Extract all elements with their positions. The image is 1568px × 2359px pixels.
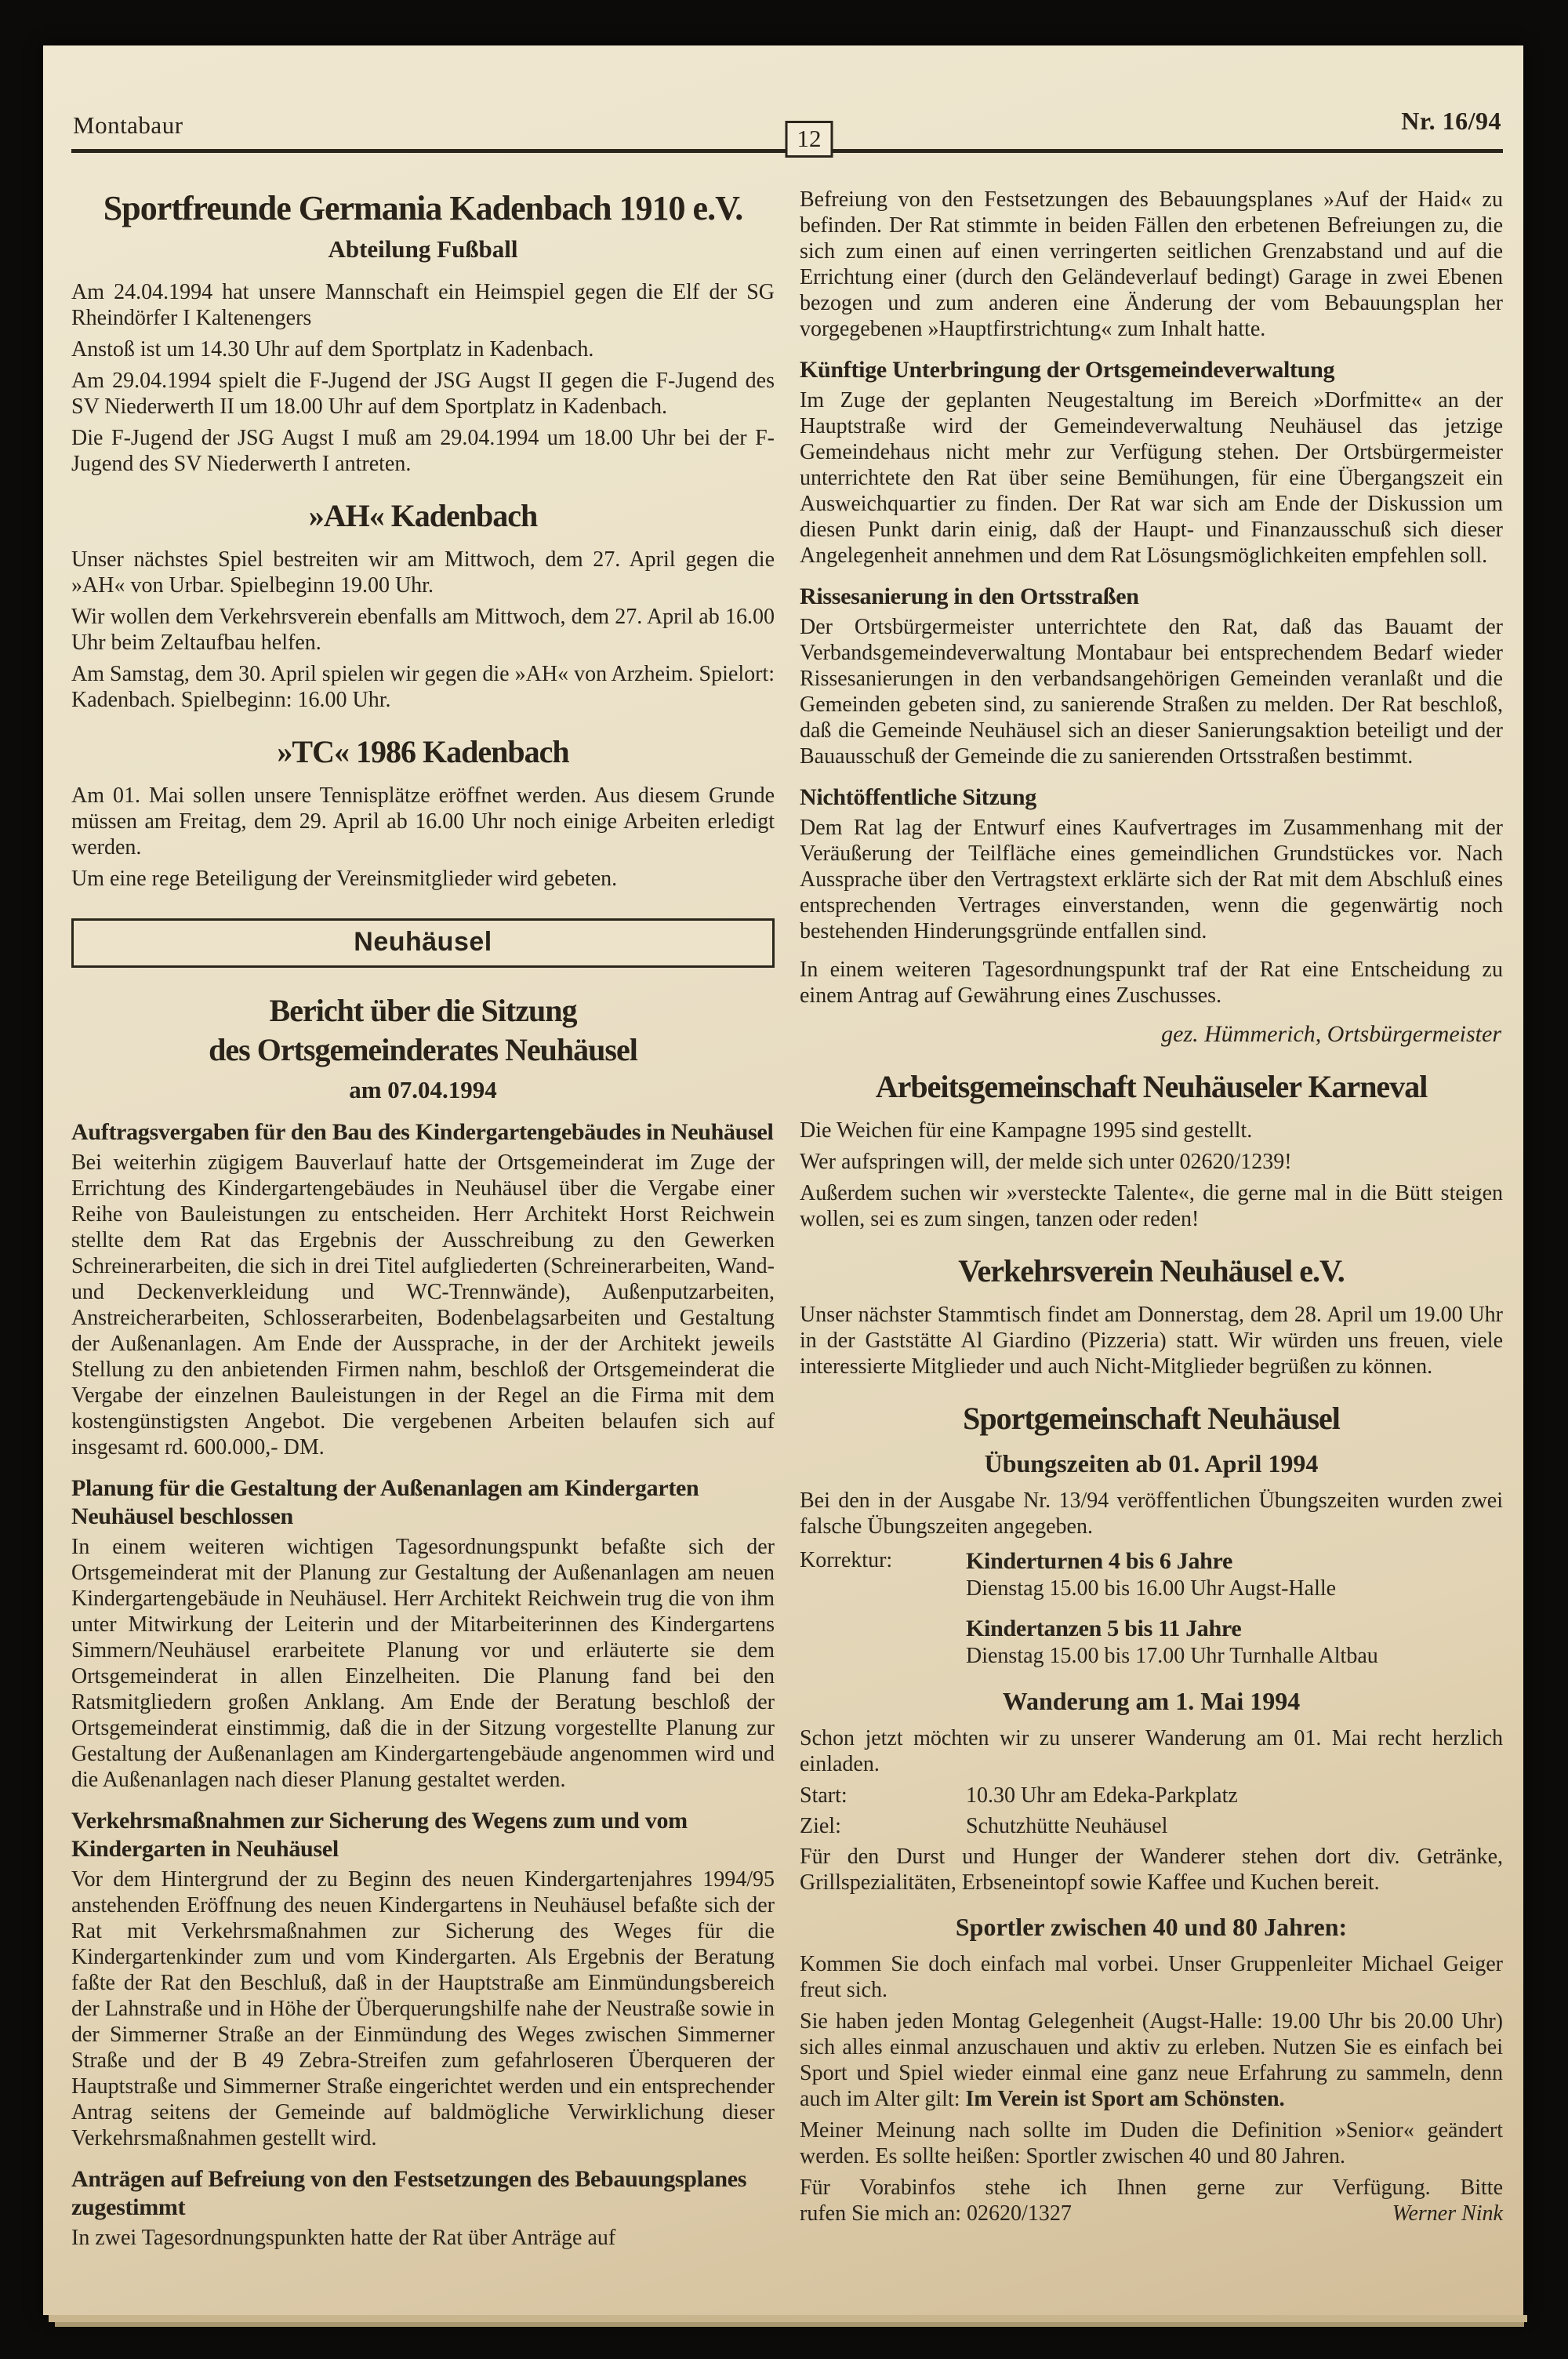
- paragraph: Am 24.04.1994 hat unsere Mannschaft ein Heimspiel gegen die Elf der SG Rheindörfer I Kaltenengers: [71, 280, 775, 331]
- masthead-place: Montabaur: [73, 111, 183, 139]
- paragraph: Meiner Meinung nach sollte im Duden die Definition »Senior« geändert werden. Es sollte heißen: Sportler zwischen 40 und 80 Jahren.: [800, 2118, 1503, 2168]
- ziel-value: Schutzhütte Neuhäusel: [966, 1814, 1168, 1838]
- signature-werner-nink: Werner Nink: [1392, 2201, 1503, 2226]
- heading-uebungszeiten: Übungszeiten ab 01. April 1994: [984, 1449, 1319, 1478]
- article-subtitle-fussball: Abteilung Fußball: [328, 235, 518, 264]
- report-subheading: Planung für die Gestaltung der Außenanlagen am Kindergarten Neuhäusel beschlossen: [71, 1475, 699, 1530]
- korrektur-entry-title: Kinderturnen 4 bis 6 Jahre: [966, 1548, 1233, 1574]
- korrektur-entry-time: Dienstag 15.00 bis 17.00 Uhr Turnhalle Altbau: [966, 1644, 1378, 1668]
- report-subheading: Nichtöffentliche Sitzung: [800, 784, 1036, 810]
- paragraph: In einem weiteren wichtigen Tagesordnungspunkt befaßte sich der Ortsgemeinderat mit der Planung zur Gestaltung der Außenanlagen am neuen Kindergartengebäude in Neuhäusel. Herr Architekt Reichwein trug die von ihm unter Mitwirkung der Leiterin und der Mitarbeiterinnen des Kindergartens Simmern/Neuhäusel erarbeitete Planung vor und erläuterte sie dem Ortsgemeinderat in allen Einzelheiten. Die Planung fand bei den Ratsmitgliedern großen Anklang. Am Ende der Beratung beschloß der Ortsgemeinderat einstimmig, daß die in der Sitzung vorgestellte Planung zur Gestaltung der Außenanlagen am Kindergartengebäude angenommen wird und die Außenanlagen nach dieser Planung gestaltet werden.: [71, 1535, 775, 1793]
- korrektur-entry-time: Dienstag 15.00 bis 16.00 Uhr Augst-Halle: [966, 1576, 1337, 1601]
- paragraph: Wir wollen dem Verkehrsverein ebenfalls am Mittwoch, dem 27. April ab 16.00 Uhr beim Zeltaufbau helfen.: [71, 605, 775, 656]
- wanderung-start-row: [800, 1783, 1503, 1808]
- page-stack-edge: [49, 2315, 1527, 2322]
- paragraph: Bei weiterhin zügigem Bauverlauf hatte der Ortsgemeinderat im Zuge der Errichtung des Kindergartengebäudes in Neuhäusel über die Vergabe einer Reihe von Bauleistungen zu entscheiden. Herr Architekt Horst Reichwein stellte dem Rat das Ergebnis der Ausschreibung zu den Gewerken Schreinerarbeiten, die sich in drei Titel aufgliederten (Schreinerarbeiten, Wand- und Deckenverkleidung und WC-Trennwände), Außenputzarbeiten, Anstreicherarbeiten, Schlosserarbeiten, Bodenbelagsarbeiten und Gestaltung der Außenanlagen. Am Ende der Aussprache, in der der Architekt jeweils Stellung zu den anbietenden Firmen nahm, beschloß der Ortsgemeinderat die Vergabe der einzelnen Bauleistungen in der Regel an die Firma mit dem kostengünstigsten Angebot. Die vergebenen Arbeiten belaufen sich auf insgesamt rd. 600.000,- DM.: [71, 1150, 775, 1460]
- wanderung-ziel-row: [800, 1813, 1503, 1839]
- phone-line: rufen Sie mich an: 02620/1327: [800, 2201, 1072, 2226]
- start-value: 10.30 Uhr am Edeka-Parkplatz: [966, 1783, 1238, 1808]
- korrektur-block: [800, 1547, 1503, 1670]
- heading-sportler: Sportler zwischen 40 und 80 Jahren:: [955, 1913, 1348, 1941]
- paragraph: Kommen Sie doch einfach mal vorbei. Unser Gruppenleiter Michael Geiger freut sich.: [800, 1952, 1503, 2002]
- article-title-karneval: Arbeitsgemeinschaft Neuhäuseler Karneval: [875, 1069, 1428, 1104]
- paragraph: Außerdem suchen wir »versteckte Talente«, die gerne mal in die Bütt steigen wollen, sei es zum singen, tanzen oder reden!: [800, 1181, 1503, 1231]
- sportler-motto: Im Verein ist Sport am Schönsten.: [965, 2087, 1285, 2111]
- paragraph: Am 29.04.1994 spielt die F-Jugend der JSG Augst II gegen die F-Jugend des SV Niederwerth II um 18.00 Uhr auf dem Sportplatz in Kadenbach.: [71, 369, 775, 420]
- report-subheading: Verkehrsmaßnahmen zur Sicherung des Wegens zum und vom Kindergarten in Neuhäusel: [71, 1808, 688, 1863]
- start-label: Start:: [800, 1783, 848, 1808]
- heading-wanderung: Wanderung am 1. Mai 1994: [1002, 1687, 1301, 1715]
- paragraph: Wer aufspringen will, der melde sich unter 02620/1239!: [800, 1150, 1292, 1174]
- report-title: [71, 991, 775, 1070]
- paragraph: Im Zuge der geplanten Neugestaltung im Bereich »Dorfmitte« an der Hauptstraße wird der Gemeindeverwaltung Neuhäusel das jetzige Gemeindehaus nicht mehr zur Verfügung stehen. Der Ortsbürgermeister unterrichtete den Rat über seine Bemühungen, für eine Übergangszeit ein Ausweichquartier zu finden. Der Rat war sich am Ende der Diskussion um diesen Punkt darin einig, daß der Haupt- und Finanzausschuß sich dieser Angelegenheit annehmen und dem Rat Lösungsmöglichkeiten empfehlen soll.: [800, 388, 1503, 568]
- page-number: 12: [797, 125, 822, 152]
- report-title-line2: des Ortsgemeinderates Neuhäusel: [209, 1032, 637, 1068]
- paragraph: Unser nächstes Spiel bestreiten wir am Mittwoch, dem 27. April gegen die »AH« von Urbar. Spielbeginn 19.00 Uhr.: [71, 547, 775, 598]
- two-column-layout: [71, 187, 1503, 2256]
- paragraph: Um eine rege Beteiligung der Vereinsmitglieder wird gebeten.: [71, 867, 618, 892]
- page-stack-edge: [55, 2322, 1524, 2327]
- page-header: [71, 45, 1503, 160]
- section-title-ah-kadenbach: »AH« Kadenbach: [308, 498, 538, 534]
- vorabinfo-line: Für Vorabinfos stehe ich Ihnen gerne zur Verfügung. Bitte: [800, 2175, 1503, 2200]
- article-title-sportgemeinschaft: Sportgemeinschaft Neuhäusel: [963, 1401, 1340, 1436]
- paragraph: Am 01. Mai sollen unsere Tennisplätze eröffnet werden. Aus diesem Grunde müssen am Freitag, dem 29. April ab 16.00 Uhr noch einige Arbeiten erledigt werden.: [71, 783, 775, 860]
- banner-label: Neuhäusel: [354, 927, 492, 958]
- report-subheading: Auftragsvergaben für den Bau des Kindergartengebäudes in Neuhäusel: [71, 1119, 774, 1146]
- paragraph: [800, 2008, 1503, 2112]
- paragraph: Die F-Jugend der JSG Augst I muß am 29.04.1994 um 18.00 Uhr bei der F-Jugend des SV Niederwerth I antreten.: [71, 426, 775, 477]
- article-title-verkehrsverein: Verkehrsverein Neuhäusel e.V.: [958, 1253, 1345, 1289]
- paragraph: In zwei Tagesordnungspunkten hatte der Rat über Anträge auf: [71, 2226, 616, 2251]
- report-date: am 07.04.1994: [349, 1076, 497, 1104]
- page-number-box: [786, 121, 833, 158]
- ziel-label: Ziel:: [800, 1814, 841, 1838]
- section-title-tc-kadenbach: »TC« 1986 Kadenbach: [277, 734, 569, 770]
- korrektur-entry: [966, 1615, 1503, 1670]
- korrektur-entries: [966, 1547, 1503, 1670]
- paragraph: Vor dem Hintergrund der zu Beginn des neuen Kindergartenjahres 1994/95 anstehenden Eröffnung des neuen Kindergartens in Neuhäusel befaßte sich der Rat mit Verkehrsmaßnahmen zur Sicherung des Weges für die Kindergartenkinder zum und vom Kindergarten. Als Ergebnis der Beratung faßte der Rat den Beschluß, daß in der Hauptstraße am Einmündungsbereich der Lahnstraße und in Höhe der Überquerungshilfe nahe der Neustraße sowie in der Simmerner Straße an der Einmündung des Weges zwischen Simmerner Straße und der B 49 Zebra-Streifen zum gefahrloseren Überqueren der Hauptstraße und Simmerner Straße eingerichtet werden und ein entsprechender Antrag seitens der Gemeinde auf baldmögliche Verwirklichung dieser Verkehrsmaßnahmen gestellt wird.: [71, 1867, 775, 2151]
- paragraph: Der Ortsbürgermeister unterrichtete den Rat, daß das Bauamt der Verbandsgemeindeverwaltung Montabaur bei entsprechendem Bedarf wieder Rissesanierungen in den verbandsangehörigen Gemeinden veranlaßt und die Gemeinden gebeten sind, zu sanierende Straßen zu melden. Der Rat beschloß, daß die Gemeinde Neuhäusel sich an dieser Sanierungsaktion beteiligt und der Bauausschuß der Gemeinde die zu sanierenden Ortsstraßen bestimmt.: [800, 615, 1503, 769]
- paragraph: Für den Durst und Hunger der Wanderer stehen dort div. Getränke, Grillspezialitäten, Erbseneintopf sowie Kaffee und Kuchen bereit.: [800, 1845, 1503, 1895]
- sportler-text: Sie haben jeden Montag Gelegenheit (Augst-Halle: 19.00 Uhr bis 20.00 Uhr) sich alles einmal anzuschauen und aktiv zu erleben. Nutzen Sie es einfach bei Sport und Spiel wieder einmal eine ganz neue Erfahrung zu sammeln, denn auch im Alter gilt:: [800, 2009, 1503, 2111]
- neuhausel-banner: [71, 918, 775, 968]
- paragraph: Am Samstag, dem 30. April spielen wir gegen die »AH« von Arzheim. Spielort: Kadenbach. Spielbeginn: 16.00 Uhr.: [71, 662, 775, 713]
- paragraph: Schon jetzt möchten wir zu unserer Wanderung am 01. Mai recht herzlich einladen.: [800, 1726, 1503, 1776]
- report-subheading: Rissesanierung in den Ortsstraßen: [800, 583, 1139, 609]
- left-column: [71, 187, 775, 2256]
- report-subheading: Anträgen auf Befreiung von den Festsetzungen des Bebauungsplanes zugestimmt: [71, 2166, 747, 2221]
- article-title-sportfreunde: Sportfreunde Germania Kadenbach 1910 e.V.: [103, 189, 743, 227]
- korrektur-label: Korrektur:: [800, 1548, 893, 1572]
- vorabinfo-signature-row: [800, 2201, 1503, 2226]
- korrektur-entry: [966, 1547, 1503, 1602]
- paragraph: Dem Rat lag der Entwurf eines Kaufvertrages im Zusammenhang mit der Veräußerung der Teilfläche eines gemeindlichen Grundstückes vor. Nach Aussprache über den Vertragstext erklärte sich der Rat mit dem Abschluß eines entsprechenden Vertrages einverstanden, wenn die gegenwärtig noch bestehenden Hinderungsgründe entfallen sind.: [800, 816, 1503, 943]
- paragraph-zuschuss: In einem weiteren Tagesordnungspunkt traf der Rat eine Entscheidung zu einem Antrag auf Gewährung eines Zuschusses.: [800, 958, 1503, 1008]
- paragraph: Anstoß ist um 14.30 Uhr auf dem Sportplatz in Kadenbach.: [71, 337, 594, 362]
- korrektur-entry-title: Kindertanzen 5 bis 11 Jahre: [966, 1616, 1242, 1641]
- report-title-line1: Bericht über die Sitzung: [269, 993, 577, 1029]
- masthead-issue-number: Nr. 16/94: [1401, 107, 1501, 135]
- signature-huemmerich: gez. Hümmerich, Ortsbürgermeister: [1161, 1021, 1501, 1047]
- paragraph-continuation: Befreiung von den Festsetzungen des Bebauungsplanes »Auf der Haid« zu befinden. Der Rat stimmte in beiden Fällen den erbetenen Befreiungen zu, die sich zum einen auf einen verringerten seitlichen Grenzabstand und auf die Errichtung einer (durch den Geländeverlauf bedingt) Garage in zwei Ebenen bezogen und zum anderen eine Änderung der vom Bebauungsplan her vorgegebenen »Hauptfirstrichtung« zum Inhalt hatte.: [800, 187, 1503, 341]
- paragraph: Unser nächster Stammtisch findet am Donnerstag, dem 28. April um 19.00 Uhr in der Gaststätte Al Giardino (Pizzeria) statt. Wir würden uns freuen, viele interessierte Mitglieder und auch Nicht-Mitglieder begrüßen zu können.: [800, 1303, 1503, 1379]
- paragraph: Die Weichen für eine Kampagne 1995 sind gestellt.: [800, 1118, 1253, 1143]
- report-subheading: Künftige Unterbringung der Ortsgemeindeverwaltung: [800, 357, 1335, 383]
- paragraph: Bei den in der Ausgabe Nr. 13/94 veröffentlichen Übungszeiten wurden zwei falsche Übungszeiten angegeben.: [800, 1488, 1503, 1539]
- right-column: [800, 187, 1503, 2226]
- newspaper-page: [43, 45, 1523, 2315]
